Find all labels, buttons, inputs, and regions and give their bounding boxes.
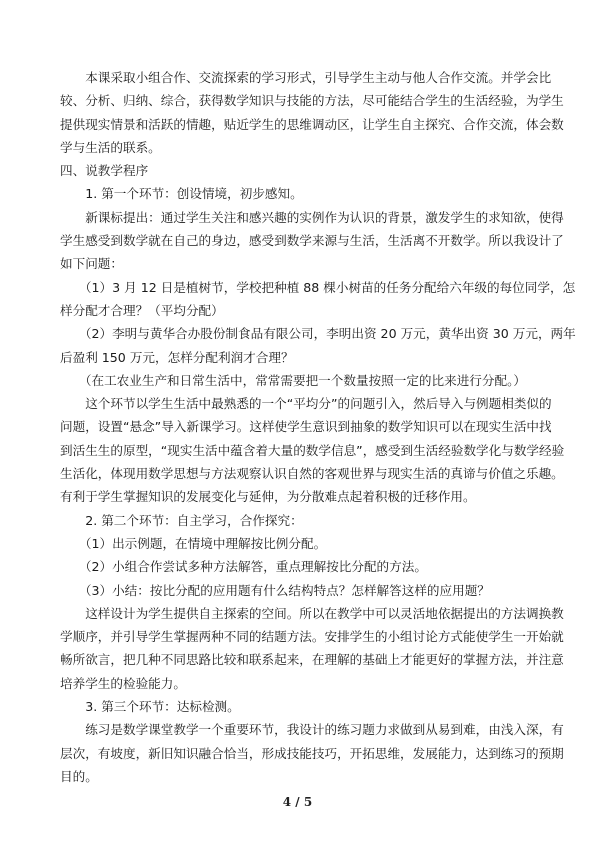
text-line: 提供现实情景和活跃的情趣，贴近学生的思维调动区，让学生自主探究、合作交流，体会数 [60, 116, 564, 132]
text-line: 畅所欲言，把几种不同思路比较和联系起来，在理解的基础上才能更好的掌握方法，并注意 [60, 652, 564, 668]
text-line: 到活生生的原型，“现实生活中蕴含着大量的数学信息”，感受到生活经验数学化与数学经验 [60, 442, 565, 458]
text-line: 样分配才合理？（平均分配） [60, 302, 224, 318]
text-line: 这个环节以学生生活中最熟悉的一个“平均分”的问题引入，然后导入与例题相类似的 [60, 396, 552, 412]
text-line: 2. 第二个环节：自主学习，合作探究： [60, 512, 303, 528]
text-line: 问题，设置“悬念”导入新课学习。这样使学生意识到抽象的数学知识可以在现实生活中找 [60, 419, 552, 435]
text-line: 学生感受到数学就在自己的身边，感受到数学来源与生活，生活离不开数学。所以我设计了 [60, 233, 564, 249]
text-line: （1）出示例题，在情境中理解按比例分配。 [60, 535, 327, 551]
text-line: 3. 第三个环节：达标检测。 [60, 699, 240, 715]
text-line: 练习是数学课堂教学一个重要环节，我设计的练习题力求做到从易到难，由浅入深，有 [60, 722, 564, 738]
text-line: （1）3 月 12 日是植树节，学校把种植 88 棵小树苗的任务分配给六年级的每位同学，怎 [60, 279, 576, 295]
text-line: （2）李明与黄华合办股份制食品有限公司，李明出资 20 万元，黄华出资 30 万元，两年 [60, 326, 576, 342]
text-line: 四、说教学程序 [60, 163, 149, 179]
text-line: 层次，有坡度，新旧知识融合恰当，形成技能技巧，开拓思维，发展能力，达到练习的预期 [60, 745, 564, 761]
text-line: 生活化，体现用数学思想与方法观察认识自然的客观世界与现实生活的真谛与价值之乐趣。 [60, 466, 564, 482]
text-line: （3）小结：按比分配的应用题有什么结构特点？怎样解答这样的应用题？ [60, 582, 490, 598]
text-line: 较、分析、归纳、综合，获得数学知识与技能的方法，尽可能结合学生的生活经验，为学生 [60, 93, 564, 109]
text-line: 如下问题： [60, 256, 123, 272]
text-line: 新课标提出：通过学生关注和感兴趣的实例作为认识的背景，激发学生的求知欲，使得 [60, 209, 564, 225]
text-line: （在工农业生产和日常生活中，常常需要把一个数量按照一定的比来进行分配。） [60, 372, 526, 388]
text-line: 有利于学生掌握知识的发展变化与延伸，为分散难点起着积极的迁移作用。 [60, 489, 476, 505]
text-line: 后盈利 150 万元，怎样分配利润才合理？ [60, 349, 294, 365]
text-line: 本课采取小组合作、交流探索的学习形式，引导学生主动与他人合作交流。并学会比 [60, 70, 552, 85]
text-line: 目的。 [60, 768, 98, 784]
text-line: 1. 第一个环节：创设情境，初步感知。 [60, 186, 303, 202]
page-number: 4 / 5 [282, 795, 313, 809]
text-line: 学与生活的联系。 [60, 139, 161, 155]
text-line: 这样设计为学生提供自主探索的空间。所以在教学中可以灵活地依据提出的方法调换教 [60, 605, 564, 621]
text-line: 培养学生的检验能力。 [60, 675, 186, 691]
text-line: 学顺序，并引导学生掌握两种不同的结题方法。安排学生的小组讨论方式能使学生一开始就 [60, 629, 564, 645]
document-body [60, 66, 576, 788]
text-line: （2）小组合作尝试多种方法解答，重点理解按比分配的方法。 [60, 559, 427, 575]
